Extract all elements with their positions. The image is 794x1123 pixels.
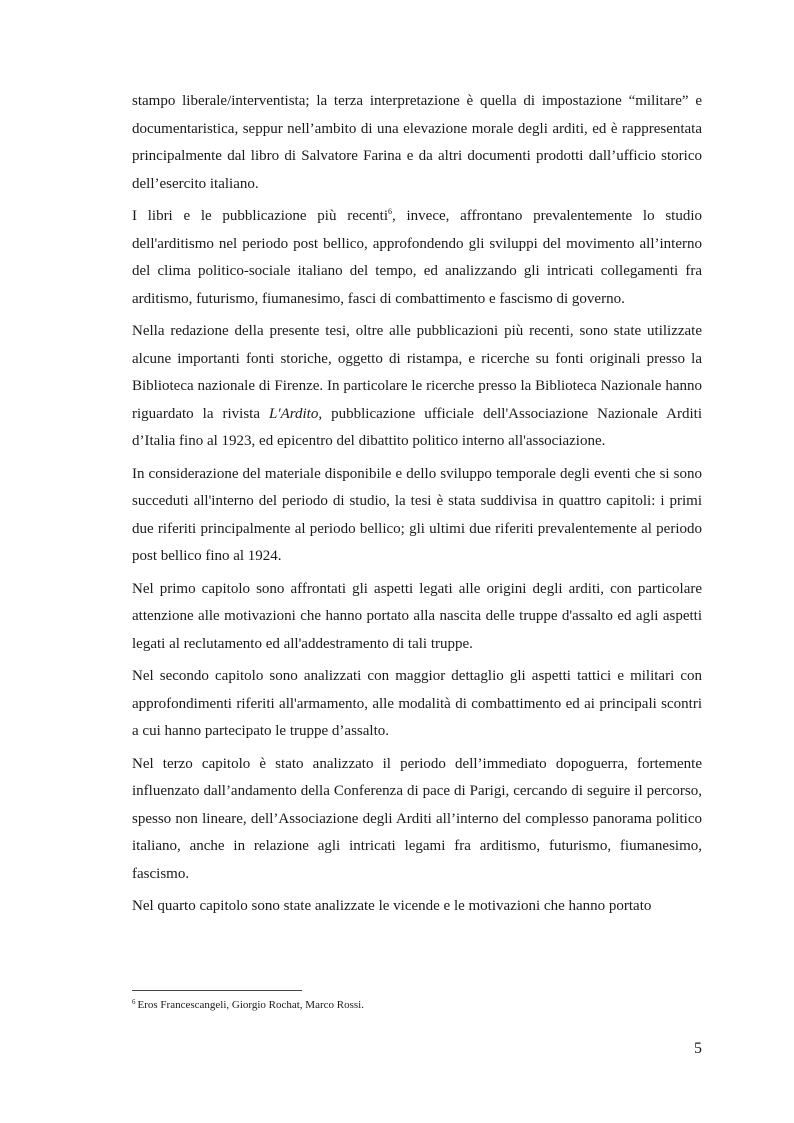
body-text [132, 88, 702, 926]
paragraph-2-text-after: , invece, affrontano prevalentemente lo studio dell'arditismo nel periodo post bellico, approfondendo gli sviluppi del movimento all’interno del clima politico-sociale italiano del tempo, ed analizzando gli intricati collegamenti fra arditismo, futurismo, fiumanesimo, fasci di combattimento e fascismo di governo. [132, 208, 702, 307]
paragraph-1: stampo liberale/interventista; la terza interpretazione è quella di impostazione “militare” e documentaristica, seppur nell’ambito di una elevazione morale degli arditi, ed è rappresentata principalmente dal libro di Salvatore Farina e da altri documenti prodotti dall’ufficio storico dell’esercito italiano. [132, 93, 702, 192]
footnote-6 [132, 998, 692, 1012]
paragraph-2-text-before: I libri e le pubblicazione più recenti [132, 208, 389, 224]
footnote-separator [132, 990, 302, 991]
paragraph-2 [132, 203, 702, 313]
paragraph-4: In considerazione del materiale disponibile e dello sviluppo temporale degli eventi che si sono succeduti all'interno del periodo di studio, la tesi è stata suddivisa in quattro capitoli: i primi due riferiti principalmente al periodo bellico; gli ultimi due riferiti prevalentemente al periodo post bellico fino al 1924. [132, 465, 702, 564]
paragraph-6: Nel secondo capitolo sono analizzati con maggior dettaglio gli aspetti tattici e militari con approfondimenti riferiti all'armamento, alle modalità di combattimento ed ai principali scontri a cui hanno partecipato le truppe d’assalto. [132, 668, 702, 739]
page-number: 5 [694, 1040, 702, 1057]
paragraph-3 [132, 318, 702, 456]
footnote-reference-6[interactable]: 6 [388, 207, 393, 216]
paragraph-8: Nel quarto capitolo sono state analizzate le vicende e le motivazioni che hanno portato [132, 898, 652, 914]
paragraph-3-text-after: , pubblicazione ufficiale dell'Associazione Nazionale Arditi d’Italia fino al 1923, ed epicentro del dibattito politico interno all'associazione. [132, 405, 702, 449]
journal-title-lardito: L'Ardito [269, 405, 319, 422]
footnote-text: Eros Francescangeli, Giorgio Rochat, Marco Rossi. [137, 999, 364, 1011]
footnote-marker: 6 [132, 998, 136, 1006]
paragraph-7: Nel terzo capitolo è stato analizzato il periodo dell’immediato dopoguerra, fortemente influenzato dall’andamento della Conferenza di pace di Parigi, cercando di seguire il percorso, spesso non lineare, dell’Associazione degli Arditi all’interno del complesso panorama politico italiano, anche in relazione agli intricati legami fra arditismo, futurismo, fiumanesimo, fascismo. [132, 755, 702, 882]
paragraph-3-text-before: Nella redazione della presente tesi, oltre alle pubblicazioni più recenti, sono state utilizzate alcune importanti fonti storiche, oggetto di ristampa, e ricerche su fonti originali presso la Biblioteca nazionale di Firenze. In particolare le ricerche presso la Biblioteca Nazionale hanno riguardato la rivista [132, 323, 702, 422]
paragraph-5: Nel primo capitolo sono affrontati gli aspetti legati alle origini degli arditi, con particolare attenzione alle motivazioni che hanno portato alla nascita delle truppe d'assalto ed agli aspetti legati al reclutamento ed all'addestramento di tali truppe. [132, 580, 702, 652]
